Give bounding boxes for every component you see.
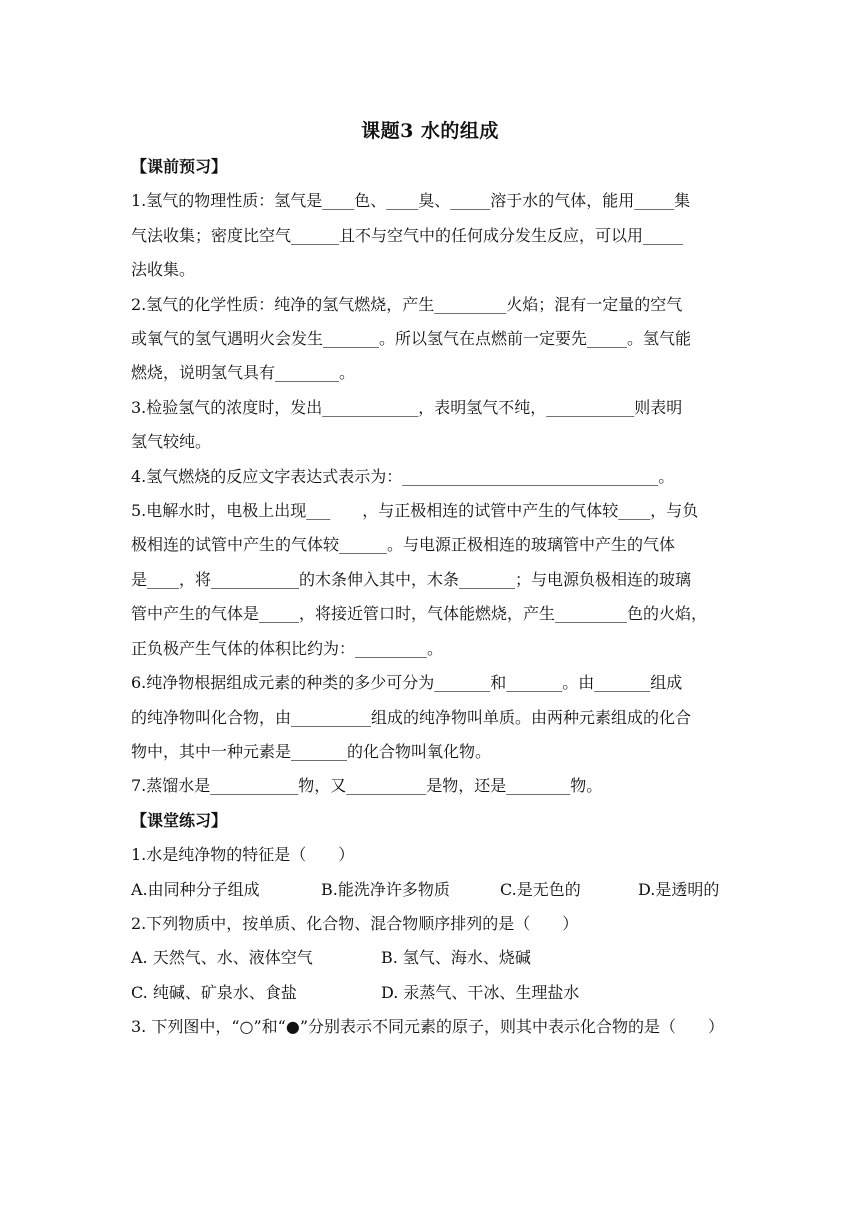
section-heading-preview: 【课前预习】 — [131, 157, 228, 176]
option-b: B.能洗净许多物质 — [321, 879, 450, 899]
text-line: 3.检验氢气的浓度时，发出____________，表明氢气不纯，___________则表明 — [131, 397, 683, 417]
text-line: 1.氢气的物理性质：氢气是____色、____臭、_____溶于水的气体，能用_____集 — [131, 191, 691, 211]
option-a: A. 天然气、水、液体空气 — [131, 948, 313, 968]
option-c: C. 纯碱、矿泉水、食盐 — [131, 982, 297, 1002]
q2-options-row-2 — [131, 976, 731, 1010]
q1-options — [131, 873, 731, 907]
option-b: B. 氢气、海水、烧碱 — [381, 948, 531, 968]
question-stem: 2.下列物质中，按单质、化合物、混合物顺序排列的是（ ） — [131, 913, 579, 933]
text-line: 的纯净物叫化合物，由__________组成的纯净物叫单质。由两种元素组成的化合 — [131, 707, 692, 727]
document-body — [131, 150, 731, 1045]
page-title: 课题3 水的组成 — [361, 120, 499, 142]
text-line: 燃烧，说明氢气具有________。 — [131, 363, 356, 383]
section-heading-practice: 【课堂练习】 — [131, 810, 228, 830]
text-line: 是____，将___________的木条伸入其中，木条_______；与电源负极相连的玻璃 — [131, 569, 692, 589]
option-a: A.由同种分子组成 — [131, 879, 260, 899]
text-line: 2.氢气的化学性质：纯净的氢气燃烧，产生_________火焰；混有一定量的空气 — [131, 294, 683, 314]
option-d: D. 汞蒸气、干冰、生理盐水 — [381, 982, 580, 1002]
text-line: 氢气较纯。 — [131, 432, 212, 452]
text-line: 或氧气的氢气遇明火会发生_______。所以氢气在点燃前一定要先_____。氢气能 — [131, 329, 692, 349]
text-line: 5.电解水时，电极上出现___ ，与正极相连的试管中产生的气体较____，与负 — [131, 501, 699, 521]
text-line: 气法收集；密度比空气______且不与空气中的任何成分发生反应，可以用_____ — [131, 225, 684, 245]
preview-questions — [131, 184, 731, 803]
option-d: D.是透明的 — [638, 879, 720, 899]
text-line: 法收集。 — [131, 260, 196, 280]
question-stem: 3. 下列图中，“○”和“●”分别表示不同元素的原子，则其中表示化合物的是（ ） — [131, 1017, 724, 1037]
q2-options-row-1 — [131, 941, 731, 975]
question-stem: 1.水是纯净物的特征是（ ） — [131, 845, 355, 865]
text-line: 4.氢气燃烧的反应文字表达式表示为：________________________________。 — [131, 466, 675, 486]
option-c: C.是无色的 — [500, 879, 581, 899]
text-line: 物中，其中一种元素是_______的化合物叫氧化物。 — [131, 741, 492, 761]
text-line: 极相连的试管中产生的气体较______。与电源正极相连的玻璃管中产生的气体 — [131, 535, 676, 555]
text-line: 正负极产生气体的体积比约为：_________。 — [131, 638, 444, 658]
text-line: 6.纯净物根据组成元素的种类的多少可分为_______和_______。由_______组成 — [131, 673, 683, 693]
text-line: 7.蒸馏水是___________物，又__________是物，还是________物。 — [131, 776, 603, 796]
text-line: 管中产生的气体是_____，将接近管口时，气体能燃烧，产生_________色的火焰， — [131, 604, 708, 624]
